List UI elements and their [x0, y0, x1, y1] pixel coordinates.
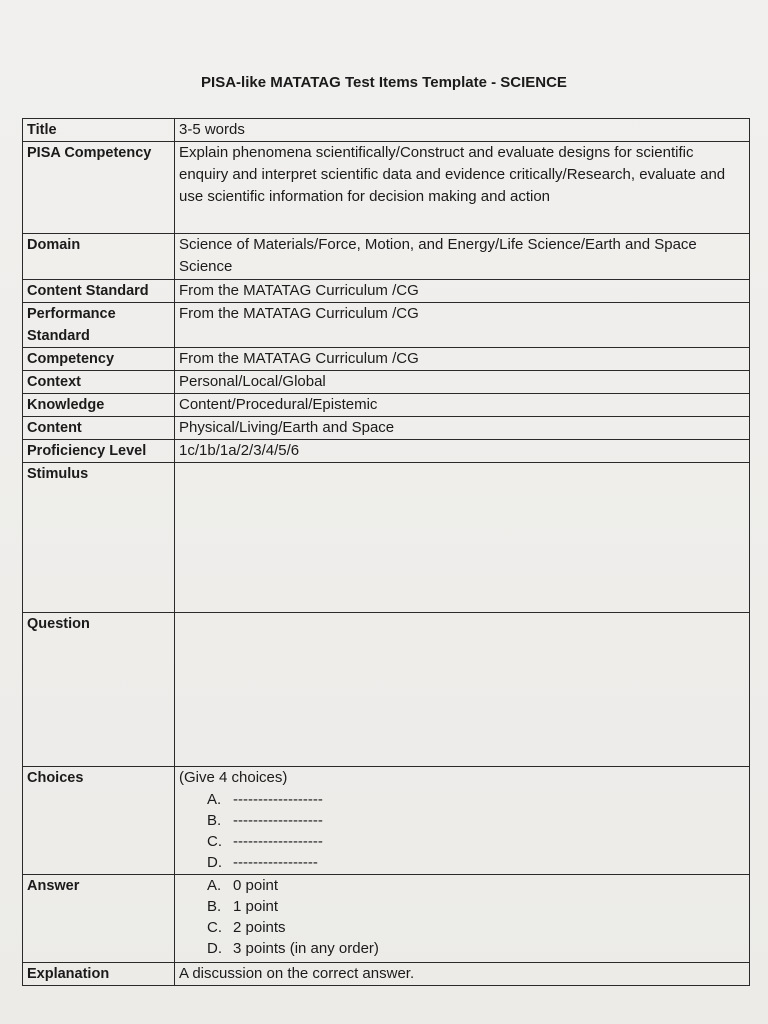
row-context: [23, 371, 750, 394]
label-question: Question: [23, 613, 175, 767]
answer-option: A. 0 point: [207, 877, 279, 894]
template-table: [22, 118, 750, 986]
label-explanation: Explanation: [23, 963, 175, 986]
label-content: Content: [23, 417, 175, 440]
row-proficiency-level: [23, 440, 750, 463]
choices-intro: (Give 4 choices): [179, 769, 288, 786]
answer-option: D. 3 points (in any order): [207, 940, 379, 957]
value-context: Personal/Local/Global: [175, 371, 750, 394]
value-choices: [175, 767, 750, 875]
label-choices: Choices: [23, 767, 175, 875]
value-content: Physical/Living/Earth and Space: [175, 417, 750, 440]
row-knowledge: [23, 394, 750, 417]
document-title: PISA-like MATATAG Test Items Template - SCIENCE: [201, 74, 567, 91]
answer-option: C. 2 points: [207, 919, 286, 936]
choice-option: C. ------------------: [207, 833, 323, 850]
value-performance-standard: From the MATATAG Curriculum /CG: [175, 303, 750, 348]
row-content-standard: [23, 280, 750, 303]
value-question: [175, 613, 750, 767]
choice-option: B. ------------------: [207, 812, 323, 829]
row-competency: [23, 348, 750, 371]
row-question: [23, 613, 750, 767]
label-pisa-competency: PISA Competency: [23, 142, 175, 234]
value-answer: [175, 875, 750, 963]
answer-option: B. 1 point: [207, 898, 279, 915]
label-stimulus: Stimulus: [23, 463, 175, 613]
row-title: [23, 119, 750, 142]
label-proficiency-level: Proficiency Level: [23, 440, 175, 463]
row-domain: [23, 234, 750, 280]
choice-option: A. ------------------: [207, 791, 323, 808]
row-performance-standard: [23, 303, 750, 348]
label-content-standard: Content Standard: [23, 280, 175, 303]
value-explanation: A discussion on the correct answer.: [175, 963, 750, 986]
label-knowledge: Knowledge: [23, 394, 175, 417]
value-stimulus: [175, 463, 750, 613]
label-title: Title: [23, 119, 175, 142]
label-context: Context: [23, 371, 175, 394]
value-pisa-competency: Explain phenomena scientifically/Construct and evaluate designs for scientific enquiry and interpret scientific data and evidence critically/Research, evaluate and use scientific information for decision making and action: [175, 142, 750, 234]
value-content-standard: From the MATATAG Curriculum /CG: [175, 280, 750, 303]
choice-option: D. -----------------: [207, 854, 318, 871]
label-competency: Competency: [23, 348, 175, 371]
row-answer: [23, 875, 750, 963]
value-title: 3-5 words: [175, 119, 750, 142]
label-domain: Domain: [23, 234, 175, 280]
row-pisa-competency: [23, 142, 750, 234]
row-choices: [23, 767, 750, 875]
value-knowledge: Content/Procedural/Epistemic: [175, 394, 750, 417]
row-content: [23, 417, 750, 440]
value-proficiency-level: 1c/1b/1a/2/3/4/5/6: [175, 440, 750, 463]
label-performance-standard: Performance Standard: [23, 303, 175, 348]
row-stimulus: [23, 463, 750, 613]
value-competency: From the MATATAG Curriculum /CG: [175, 348, 750, 371]
row-explanation: [23, 963, 750, 986]
label-answer: Answer: [23, 875, 175, 963]
value-domain: Science of Materials/Force, Motion, and Energy/Life Science/Earth and Space Science: [175, 234, 750, 280]
